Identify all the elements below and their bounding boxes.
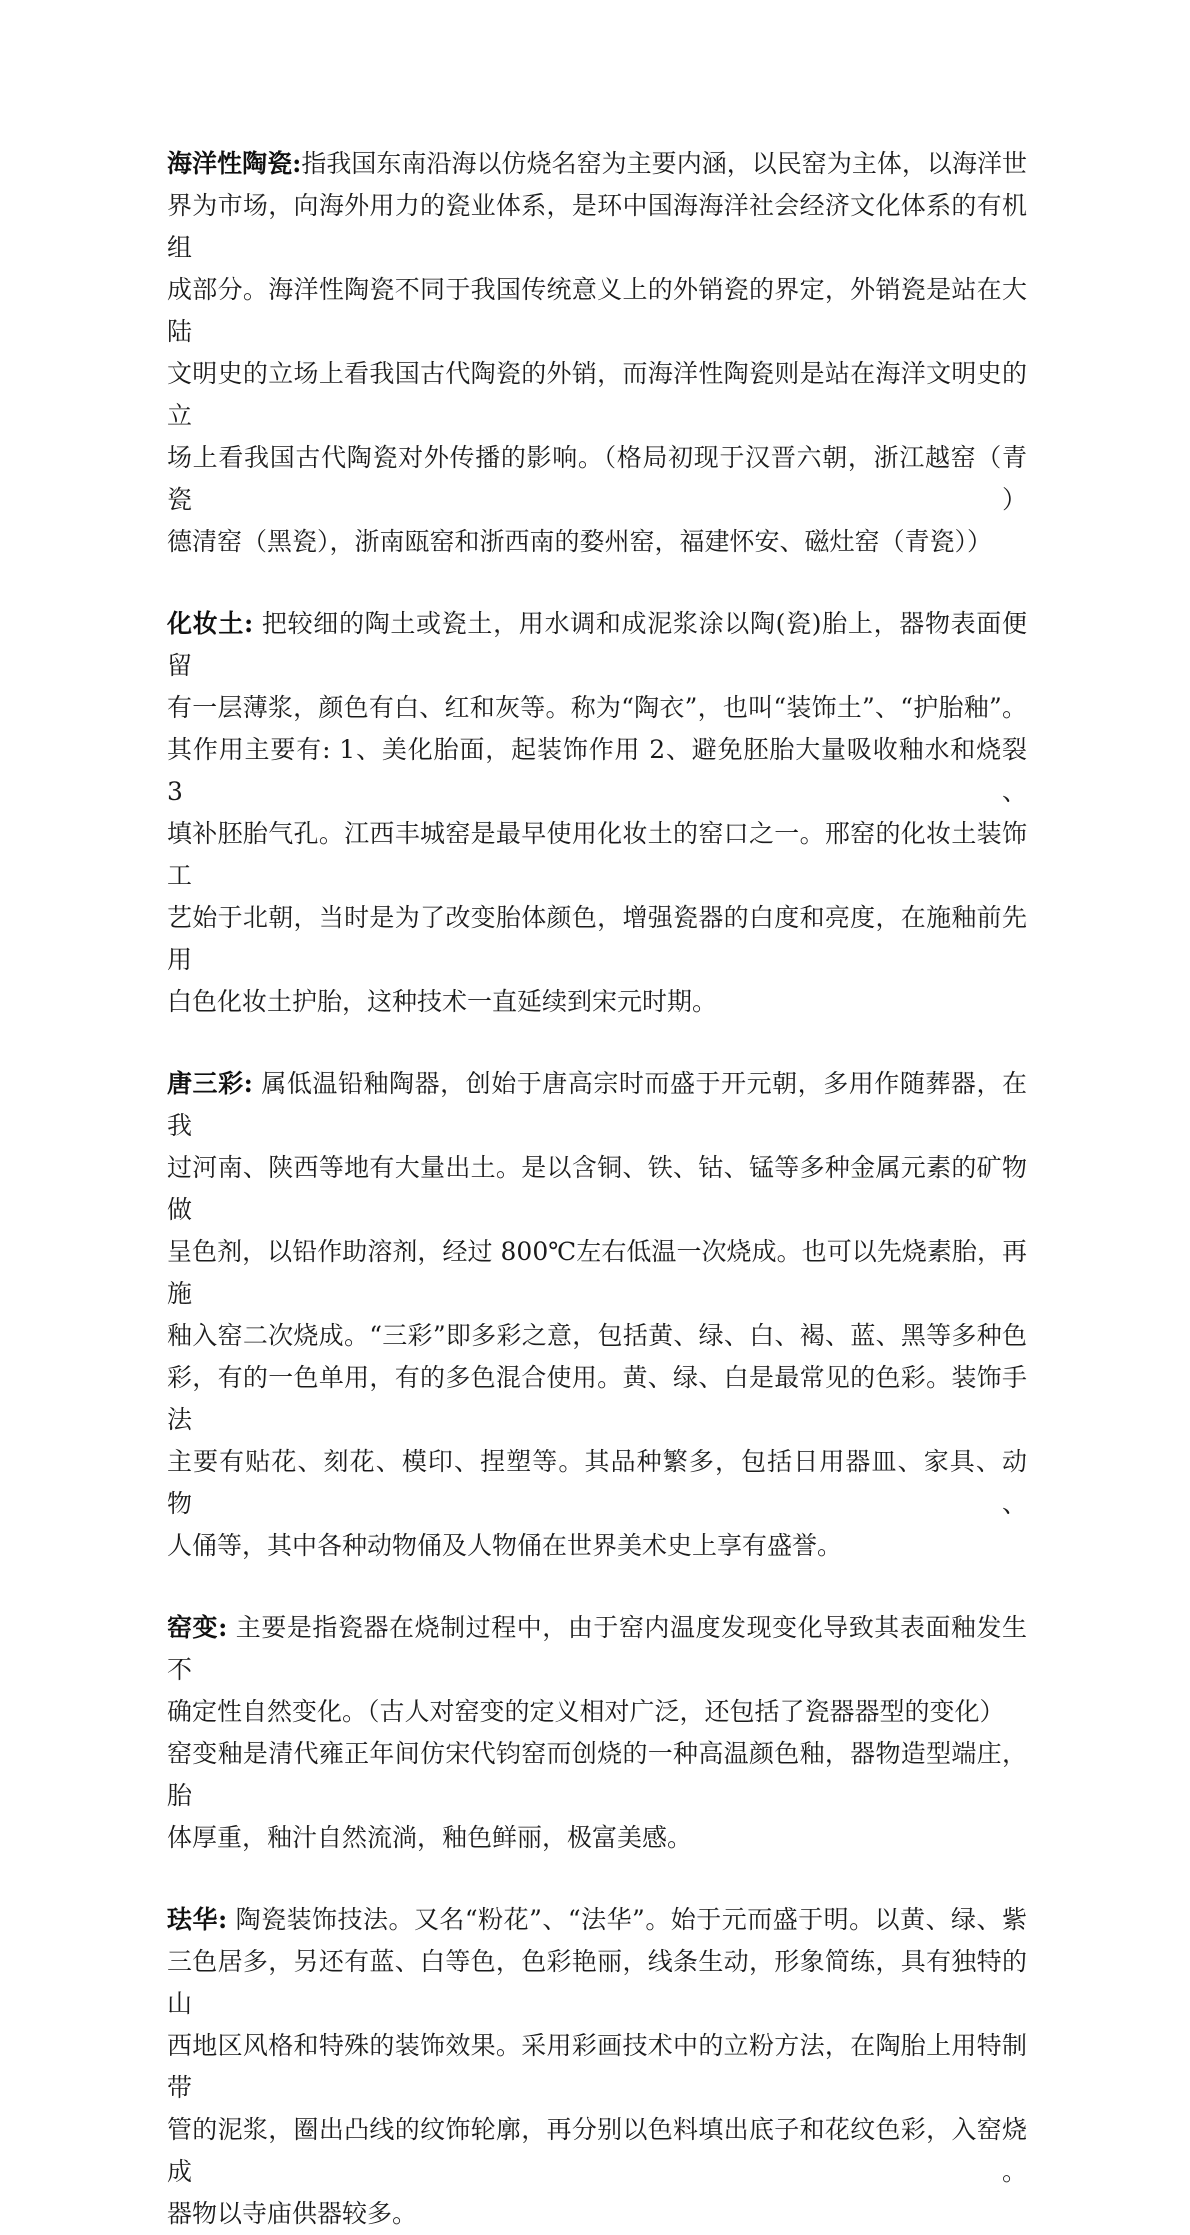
term-label: 海洋性陶瓷: xyxy=(167,149,302,178)
text-block xyxy=(167,143,1027,2235)
text-line: 成部分。海洋性陶瓷不同于我国传统意义上的外销瓷的界定，外销瓷是站在大陆 xyxy=(167,275,1027,346)
text-line: 德清窑（黑瓷），浙南瓯窑和浙西南的婺州窑，福建怀安、磁灶窑（青瓷）） xyxy=(167,527,993,556)
text-line: 场上看我国古代陶瓷对外传播的影响。（格局初现于汉晋六朝，浙江越窑（青瓷） xyxy=(167,443,1027,514)
text-line: 白色化妆土护胎，这种技术一直延续到宋元时期。 xyxy=(167,987,718,1016)
definition-paragraph xyxy=(167,603,1027,1023)
term-label: 窑变: xyxy=(167,1613,228,1642)
definition-text: 主要是指瓷器在烧制过程中，由于窑内温度发现变化导致其表面釉发生不 xyxy=(167,1613,1027,1684)
text-line xyxy=(167,603,1027,687)
term-label: 唐三彩: xyxy=(167,1069,253,1098)
text-line xyxy=(167,1063,1027,1147)
text-line: 窑变釉是清代雍正年间仿宋代钧窑而创烧的一种高温颜色釉，器物造型端庄，胎 xyxy=(167,1739,1027,1810)
definition-text: 陶瓷装饰技法。又名“粉花”、“法华”。始于元而盛于明。以黄、绿、紫 xyxy=(227,1905,1027,1934)
text-line: 过河南、陕西等地有大量出土。是以含铜、铁、钴、锰等多种金属元素的矿物做 xyxy=(167,1153,1027,1224)
definition-paragraph xyxy=(167,143,1027,563)
text-line: 呈色剂，以铅作助溶剂，经过 800℃左右低温一次烧成。也可以先烧素胎，再施 xyxy=(167,1237,1027,1308)
text-line: 釉入窑二次烧成。“三彩”即多彩之意，包括黄、绿、白、褐、蓝、黑等多种色 xyxy=(167,1321,1027,1350)
text-line: 三色居多，另还有蓝、白等色，色彩艳丽，线条生动，形象简练，具有独特的山 xyxy=(167,1947,1027,2018)
text-line: 管的泥浆，圈出凸线的纹饰轮廓，再分别以色料填出底子和花纹色彩，入窑烧成。 xyxy=(167,2115,1027,2186)
text-line: 器物以寺庙供器较多。 xyxy=(167,2199,418,2228)
term-label: 珐华: xyxy=(167,1905,228,1934)
definition-text: 把较细的陶土或瓷土，用水调和成泥浆涂以陶(瓷)胎上，器物表面便留 xyxy=(167,609,1027,680)
text-line xyxy=(167,1607,1027,1691)
text-line: 文明史的立场上看我国古代陶瓷的外销，而海洋性陶瓷则是站在海洋文明史的立 xyxy=(167,359,1027,430)
definition-paragraph xyxy=(167,1899,1027,2235)
text-line: 人俑等，其中各种动物俑及人物俑在世界美术史上享有盛誉。 xyxy=(167,1531,843,1560)
definition-text: 指我国东南沿海以仿烧名窑为主要内涵，以民窑为主体，以海洋世 xyxy=(301,149,1027,178)
text-line: 西地区风格和特殊的装饰效果。采用彩画技术中的立粉方法，在陶胎上用特制带 xyxy=(167,2031,1027,2102)
text-line: 填补胚胎气孔。江西丰城窑是最早使用化妆土的窑口之一。邢窑的化妆土装饰工 xyxy=(167,819,1027,890)
definition-text: 属低温铅釉陶器，创始于唐高宗时而盛于开元朝，多用作随葬器，在我 xyxy=(167,1069,1028,1140)
text-line: 有一层薄浆，颜色有白、红和灰等。称为“陶衣”，也叫“装饰土”、“护胎釉”。 xyxy=(167,693,1027,722)
term-label: 化妆土: xyxy=(167,609,254,638)
text-line: 彩，有的一色单用，有的多色混合使用。黄、绿、白是最常见的色彩。装饰手法 xyxy=(167,1363,1027,1434)
definition-paragraph xyxy=(167,1607,1027,1859)
text-line: 艺始于北朝，当时是为了改变胎体颜色，增强瓷器的白度和亮度，在施釉前先用 xyxy=(167,903,1027,974)
text-line: 确定性自然变化。（古人对窑变的定义相对广泛，还包括了瓷器器型的变化） xyxy=(167,1697,1005,1726)
text-line xyxy=(167,143,1027,185)
text-line: 界为市场，向海外用力的瓷业体系，是环中国海海洋社会经济文化体系的有机组 xyxy=(167,191,1027,262)
text-line: 主要有贴花、刻花、模印、捏塑等。其品种繁多，包括日用器皿、家具、动物、 xyxy=(167,1447,1027,1518)
text-line: 其作用主要有: 1、美化胎面，起装饰作用 2、避免胚胎大量吸收釉水和烧裂 3、 xyxy=(167,735,1027,806)
text-line: 体厚重，釉汁自然流淌，釉色鲜丽，极富美感。 xyxy=(167,1823,693,1852)
text-line xyxy=(167,1899,1027,1941)
definition-paragraph xyxy=(167,1063,1027,1567)
